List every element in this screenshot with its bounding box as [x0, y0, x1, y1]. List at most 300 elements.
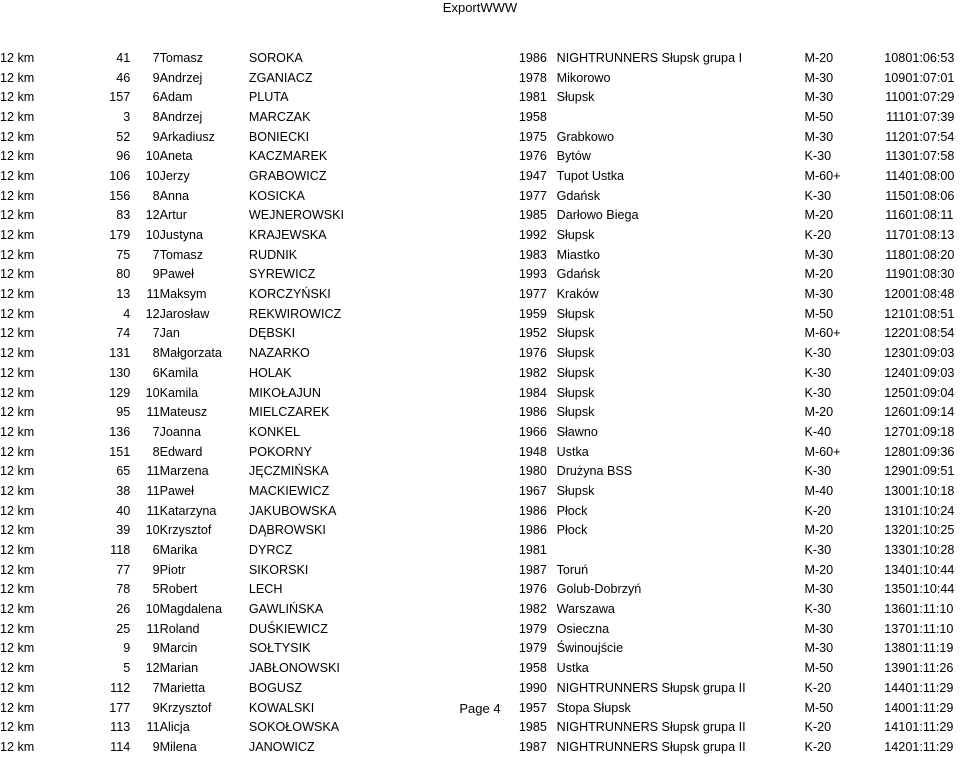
distance-cell: 12 km	[0, 562, 35, 577]
window-title: ExportWWW	[442, 0, 518, 15]
bib-number-cell: 95	[116, 405, 131, 420]
finish-time-cell: 01:09:18	[905, 424, 955, 439]
last-name-cell: WEJNEROWSKI	[248, 208, 345, 223]
finish-time-cell: 01:10:44	[905, 562, 955, 577]
finish-time-cell: 01:11:29	[905, 700, 954, 715]
table-row	[0, 402, 960, 422]
place-cell: 8	[152, 109, 160, 124]
bib-number-cell: 112	[110, 680, 131, 695]
club-cell: Golub-Dobrzyń	[556, 582, 642, 597]
open-place-cell: 127	[884, 424, 906, 439]
category-cell: M-40	[804, 483, 834, 498]
bib-number-cell: 177	[109, 700, 131, 715]
last-name-cell: MACKIEWICZ	[248, 483, 330, 498]
first-name-cell: Paweł	[159, 267, 194, 282]
last-name-cell: BOGUSZ	[248, 680, 303, 695]
bib-number-cell: 113	[110, 720, 131, 735]
club-cell: Darłowo Biega	[556, 208, 639, 223]
place-cell: 6	[152, 90, 160, 105]
last-name-cell: KORCZYŃSKI	[248, 287, 331, 302]
category-cell: M-20	[804, 523, 834, 538]
table-row	[0, 304, 960, 324]
first-name-cell: Edward	[159, 444, 203, 459]
finish-time-cell: 01:08:13	[905, 228, 955, 243]
distance-cell: 12 km	[0, 306, 35, 321]
last-name-cell: MIKOŁAJUN	[248, 385, 321, 400]
first-name-cell: Marcin	[159, 641, 198, 656]
place-cell: 7	[152, 247, 160, 262]
last-name-cell: HOLAK	[248, 365, 292, 380]
distance-cell: 12 km	[0, 720, 35, 735]
open-place-cell: 126	[884, 405, 906, 420]
table-row	[0, 127, 960, 147]
category-cell: K-30	[804, 346, 832, 361]
table-row	[0, 619, 960, 639]
distance-cell: 12 km	[0, 503, 35, 518]
place-cell: 10	[145, 149, 160, 164]
distance-cell: 12 km	[0, 523, 35, 538]
last-name-cell: NAZARKO	[248, 346, 310, 361]
club-cell: Osieczna	[556, 621, 610, 636]
club-cell: Słupsk	[556, 405, 595, 420]
open-place-cell: 138	[884, 641, 906, 656]
table-row	[0, 639, 960, 659]
last-name-cell: JANOWICZ	[248, 739, 315, 754]
table-row	[0, 422, 960, 442]
club-cell: Tupot Ustka	[556, 168, 625, 183]
club-cell: Gdańsk	[556, 267, 601, 282]
first-name-cell: Kamila	[159, 365, 199, 380]
last-name-cell: KRAJEWSKA	[248, 228, 327, 243]
place-cell: 11	[146, 287, 160, 302]
place-cell: 6	[152, 543, 160, 558]
category-cell: K-30	[804, 385, 832, 400]
last-name-cell: LECH	[248, 582, 283, 597]
distance-cell: 12 km	[0, 287, 35, 302]
last-name-cell: SOKOŁOWSKA	[248, 720, 340, 735]
table-row	[0, 540, 960, 560]
bib-number-cell: 118	[110, 543, 131, 558]
first-name-cell: Aneta	[159, 149, 193, 164]
birth-year-cell: 1947	[518, 168, 547, 183]
club-cell: Słupsk	[556, 90, 595, 105]
bib-number-cell: 129	[109, 385, 131, 400]
club-cell: Kraków	[556, 287, 599, 302]
finish-time-cell: 01:11:29	[905, 720, 954, 735]
birth-year-cell: 1992	[518, 228, 547, 243]
open-place-cell: 108	[884, 50, 906, 65]
first-name-cell: Robert	[159, 582, 198, 597]
first-name-cell: Andrzej	[159, 109, 203, 124]
open-place-cell: 136	[884, 602, 906, 617]
birth-year-cell: 1982	[518, 602, 547, 617]
table-row	[0, 383, 960, 403]
open-place-cell: 141	[884, 720, 906, 735]
last-name-cell: KACZMAREK	[248, 149, 328, 164]
open-place-cell: 121	[884, 306, 906, 321]
finish-time-cell: 01:07:58	[905, 149, 955, 164]
finish-time-cell: 01:10:44	[905, 582, 955, 597]
birth-year-cell: 1976	[518, 582, 547, 597]
bib-number-cell: 41	[116, 50, 131, 65]
table-row	[0, 166, 960, 186]
category-cell: M-60+	[804, 168, 841, 183]
table-row	[0, 599, 960, 619]
club-cell	[557, 107, 805, 127]
place-cell: 7	[152, 50, 160, 65]
distance-cell: 12 km	[0, 621, 35, 636]
place-cell: 9	[152, 562, 160, 577]
place-cell: 11	[146, 503, 160, 518]
distance-cell: 12 km	[0, 188, 35, 203]
bib-number-cell: 13	[116, 287, 131, 302]
finish-time-cell: 01:11:29	[905, 739, 954, 754]
finish-time-cell: 01:09:04	[905, 385, 955, 400]
first-name-cell: Piotr	[159, 562, 186, 577]
bib-number-cell: 156	[109, 188, 131, 203]
club-cell: Gdańsk	[556, 188, 601, 203]
first-name-cell: Jerzy	[159, 168, 190, 183]
place-cell: 12	[145, 661, 160, 676]
table-row	[0, 265, 960, 285]
open-place-cell: 122	[884, 326, 906, 341]
club-cell: Mikorowo	[556, 70, 611, 85]
last-name-cell: GRABOWICZ	[248, 168, 327, 183]
open-place-cell: 112	[885, 129, 906, 144]
last-name-cell: SOŁTYSIK	[248, 641, 311, 656]
club-cell: Słupsk	[556, 326, 595, 341]
birth-year-cell: 1979	[518, 641, 547, 656]
club-cell: Warszawa	[556, 602, 615, 617]
birth-year-cell: 1987	[518, 739, 547, 754]
finish-time-cell: 01:11:10	[905, 621, 954, 636]
place-cell: 10	[145, 228, 160, 243]
finish-time-cell: 01:08:54	[905, 326, 955, 341]
table-row	[0, 521, 960, 541]
table-row	[0, 284, 960, 304]
category-cell: M-30	[804, 582, 834, 597]
birth-year-cell: 1959	[518, 306, 547, 321]
table-row	[0, 501, 960, 521]
table-row	[0, 146, 960, 166]
bib-number-cell: 151	[109, 444, 131, 459]
distance-cell: 12 km	[0, 365, 35, 380]
category-cell: M-60+	[804, 444, 841, 459]
open-place-cell: 117	[885, 228, 906, 243]
first-name-cell: Katarzyna	[159, 503, 217, 518]
place-cell: 11	[146, 405, 160, 420]
birth-year-cell: 1985	[518, 208, 547, 223]
place-cell: 9	[152, 129, 160, 144]
category-cell: M-30	[804, 247, 834, 262]
bib-number-cell: 65	[116, 464, 131, 479]
distance-cell: 12 km	[0, 424, 35, 439]
birth-year-cell: 1958	[518, 661, 547, 676]
distance-cell: 12 km	[0, 483, 35, 498]
last-name-cell: KOSICKA	[248, 188, 305, 203]
finish-time-cell: 01:08:20	[905, 247, 955, 262]
table-row	[0, 206, 960, 226]
category-cell: K-20	[804, 680, 832, 695]
last-name-cell: KONKEL	[248, 424, 300, 439]
bib-number-cell: 75	[116, 247, 131, 262]
first-name-cell: Marian	[159, 661, 199, 676]
open-place-cell: 110	[885, 90, 906, 105]
birth-year-cell: 1966	[518, 424, 547, 439]
place-cell: 9	[152, 739, 160, 754]
open-place-cell: 113	[885, 149, 906, 164]
first-name-cell: Jarosław	[159, 306, 210, 321]
first-name-cell: Arkadiusz	[159, 129, 215, 144]
open-place-cell: 137	[884, 621, 906, 636]
last-name-cell: DĄBROWSKI	[248, 523, 326, 538]
place-cell: 7	[152, 326, 160, 341]
club-cell: Grabkowo	[556, 129, 615, 144]
place-cell: 5	[152, 582, 160, 597]
place-cell: 7	[152, 424, 160, 439]
results-body	[0, 48, 960, 757]
table-row	[0, 560, 960, 580]
table-row	[0, 717, 960, 737]
bib-number-cell: 96	[116, 149, 131, 164]
category-cell: M-20	[804, 267, 834, 282]
distance-cell: 12 km	[0, 267, 35, 282]
place-cell: 10	[145, 168, 160, 183]
category-cell: M-30	[804, 621, 834, 636]
distance-cell: 12 km	[0, 700, 35, 715]
open-place-cell: 118	[885, 247, 906, 262]
place-cell: 8	[152, 188, 160, 203]
club-cell: NIGHTRUNNERS Słupsk grupa I	[556, 50, 743, 65]
bib-number-cell: 80	[116, 267, 131, 282]
last-name-cell: SYREWICZ	[248, 267, 316, 282]
open-place-cell: 109	[884, 70, 906, 85]
finish-time-cell: 01:11:26	[905, 661, 954, 676]
open-place-cell: 124	[884, 365, 906, 380]
place-cell: 9	[152, 700, 160, 715]
finish-time-cell: 01:10:24	[905, 503, 955, 518]
last-name-cell: JĘCZMIŃSKA	[248, 464, 329, 479]
last-name-cell: SOROKA	[248, 50, 303, 65]
club-cell: Słupsk	[556, 306, 595, 321]
category-cell: M-50	[804, 700, 834, 715]
finish-time-cell: 01:09:03	[905, 346, 955, 361]
bib-number-cell: 130	[109, 365, 131, 380]
club-cell: Ustka	[556, 444, 589, 459]
finish-time-cell: 01:07:29	[905, 90, 955, 105]
bib-number-cell: 83	[116, 208, 131, 223]
distance-cell: 12 km	[0, 464, 35, 479]
category-cell: K-20	[804, 739, 832, 754]
first-name-cell: Joanna	[159, 424, 201, 439]
place-cell: 11	[146, 464, 160, 479]
open-place-cell: 135	[884, 582, 906, 597]
birth-year-cell: 1977	[518, 188, 547, 203]
first-name-cell: Milena	[159, 739, 197, 754]
club-cell: Sławno	[556, 424, 598, 439]
club-cell: Bytów	[556, 149, 591, 164]
category-cell: M-20	[804, 562, 834, 577]
club-cell: Miastko	[556, 247, 600, 262]
birth-year-cell: 1967	[518, 483, 547, 498]
first-name-cell: Tomasz	[159, 247, 204, 262]
last-name-cell: GAWLIŃSKA	[248, 602, 324, 617]
finish-time-cell: 01:09:14	[905, 405, 955, 420]
category-cell: K-30	[804, 365, 832, 380]
first-name-cell: Marietta	[159, 680, 206, 695]
place-cell: 9	[152, 70, 160, 85]
table-row	[0, 87, 960, 107]
table-row	[0, 580, 960, 600]
bib-number-cell: 9	[123, 641, 131, 656]
birth-year-cell: 1952	[518, 326, 547, 341]
table-row	[0, 737, 960, 757]
bib-number-cell: 131	[109, 346, 131, 361]
birth-year-cell: 1986	[518, 405, 547, 420]
table-row	[0, 461, 960, 481]
club-cell: Słupsk	[556, 483, 595, 498]
distance-cell: 12 km	[0, 168, 35, 183]
category-cell: K-30	[804, 602, 832, 617]
distance-cell: 12 km	[0, 326, 35, 341]
bib-number-cell: 77	[116, 562, 131, 577]
birth-year-cell: 1981	[518, 90, 547, 105]
club-cell: NIGHTRUNNERS Słupsk grupa II	[556, 680, 746, 695]
first-name-cell: Alicja	[159, 720, 190, 735]
distance-cell: 12 km	[0, 739, 35, 754]
distance-cell: 12 km	[0, 405, 35, 420]
finish-time-cell: 01:08:30	[905, 267, 955, 282]
table-row	[0, 481, 960, 501]
table-row	[0, 107, 960, 127]
first-name-cell: Marika	[159, 543, 198, 558]
last-name-cell: DYRCZ	[248, 543, 293, 558]
table-row	[0, 658, 960, 678]
table-row	[0, 442, 960, 462]
finish-time-cell: 01:08:06	[905, 188, 955, 203]
club-cell: Płock	[556, 523, 588, 538]
club-cell: Słupsk	[556, 365, 595, 380]
distance-cell: 12 km	[0, 346, 35, 361]
finish-time-cell: 01:08:00	[905, 168, 955, 183]
last-name-cell: MARCZAK	[248, 109, 311, 124]
first-name-cell: Paweł	[159, 483, 194, 498]
bib-number-cell: 157	[109, 90, 131, 105]
category-cell: M-30	[804, 129, 834, 144]
table-row	[0, 68, 960, 88]
open-place-cell: 116	[885, 208, 906, 223]
birth-year-cell: 1987	[518, 562, 547, 577]
category-cell: K-20	[804, 228, 832, 243]
open-place-cell: 132	[884, 523, 906, 538]
category-cell: M-50	[804, 661, 834, 676]
table-row	[0, 48, 960, 68]
category-cell: K-40	[804, 424, 832, 439]
finish-time-cell: 01:08:11	[905, 208, 954, 223]
category-cell: K-30	[804, 188, 832, 203]
place-cell: 6	[152, 365, 160, 380]
open-place-cell: 123	[884, 346, 906, 361]
finish-time-cell: 01:06:53	[905, 50, 955, 65]
first-name-cell: Marzena	[159, 464, 209, 479]
distance-cell: 12 km	[0, 661, 35, 676]
last-name-cell: MIELCZAREK	[248, 405, 330, 420]
place-cell: 8	[152, 346, 160, 361]
category-cell: M-20	[804, 50, 834, 65]
birth-year-cell: 1986	[518, 503, 547, 518]
open-place-cell: 125	[884, 385, 906, 400]
category-cell: M-20	[804, 405, 834, 420]
club-cell: Płock	[556, 503, 588, 518]
place-cell: 12	[145, 208, 160, 223]
birth-year-cell: 1977	[518, 287, 547, 302]
last-name-cell: POKORNY	[248, 444, 312, 459]
first-name-cell: Magdalena	[159, 602, 222, 617]
finish-time-cell: 01:10:25	[905, 523, 955, 538]
birth-year-cell: 1975	[518, 129, 547, 144]
birth-year-cell: 1985	[518, 720, 547, 735]
finish-time-cell: 01:08:51	[905, 306, 955, 321]
open-place-cell: 144	[884, 680, 906, 695]
distance-cell: 12 km	[0, 543, 35, 558]
open-place-cell: 114	[885, 168, 906, 183]
birth-year-cell: 1976	[518, 149, 547, 164]
distance-cell: 12 km	[0, 680, 35, 695]
last-name-cell: PLUTA	[248, 90, 289, 105]
bib-number-cell: 3	[123, 109, 131, 124]
open-place-cell: 142	[884, 739, 906, 754]
first-name-cell: Justyna	[159, 228, 204, 243]
birth-year-cell: 1983	[518, 247, 547, 262]
category-cell: M-30	[804, 90, 834, 105]
first-name-cell: Mateusz	[159, 405, 208, 420]
birth-year-cell: 1976	[518, 346, 547, 361]
finish-time-cell: 01:07:01	[905, 70, 955, 85]
club-cell	[557, 540, 805, 560]
results-table	[0, 48, 960, 757]
birth-year-cell: 1958	[518, 109, 547, 124]
open-place-cell: 130	[884, 483, 906, 498]
last-name-cell: SIKORSKI	[248, 562, 309, 577]
first-name-cell: Roland	[159, 621, 200, 636]
club-cell: Słupsk	[556, 346, 595, 361]
open-place-cell: 120	[884, 287, 906, 302]
open-place-cell: 133	[884, 543, 906, 558]
open-place-cell: 134	[884, 562, 906, 577]
last-name-cell: BONIECKI	[248, 129, 310, 144]
category-cell: K-20	[804, 720, 832, 735]
finish-time-cell: 01:09:03	[905, 365, 955, 380]
place-cell: 9	[152, 267, 160, 282]
last-name-cell: KOWALSKI	[248, 700, 315, 715]
club-cell: NIGHTRUNNERS Słupsk grupa II	[556, 720, 746, 735]
category-cell: M-30	[804, 70, 834, 85]
first-name-cell: Maksym	[159, 287, 207, 302]
distance-cell: 12 km	[0, 50, 35, 65]
distance-cell: 12 km	[0, 602, 35, 617]
first-name-cell: Krzysztof	[159, 523, 212, 538]
birth-year-cell: 1986	[518, 523, 547, 538]
open-place-cell: 129	[884, 464, 906, 479]
first-name-cell: Małgorzata	[159, 346, 222, 361]
club-cell: Słupsk	[556, 385, 595, 400]
birth-year-cell: 1957	[518, 700, 547, 715]
birth-year-cell: 1948	[518, 444, 547, 459]
first-name-cell: Artur	[159, 208, 187, 223]
category-cell: M-50	[804, 109, 834, 124]
table-row	[0, 225, 960, 245]
birth-year-cell: 1979	[518, 621, 547, 636]
